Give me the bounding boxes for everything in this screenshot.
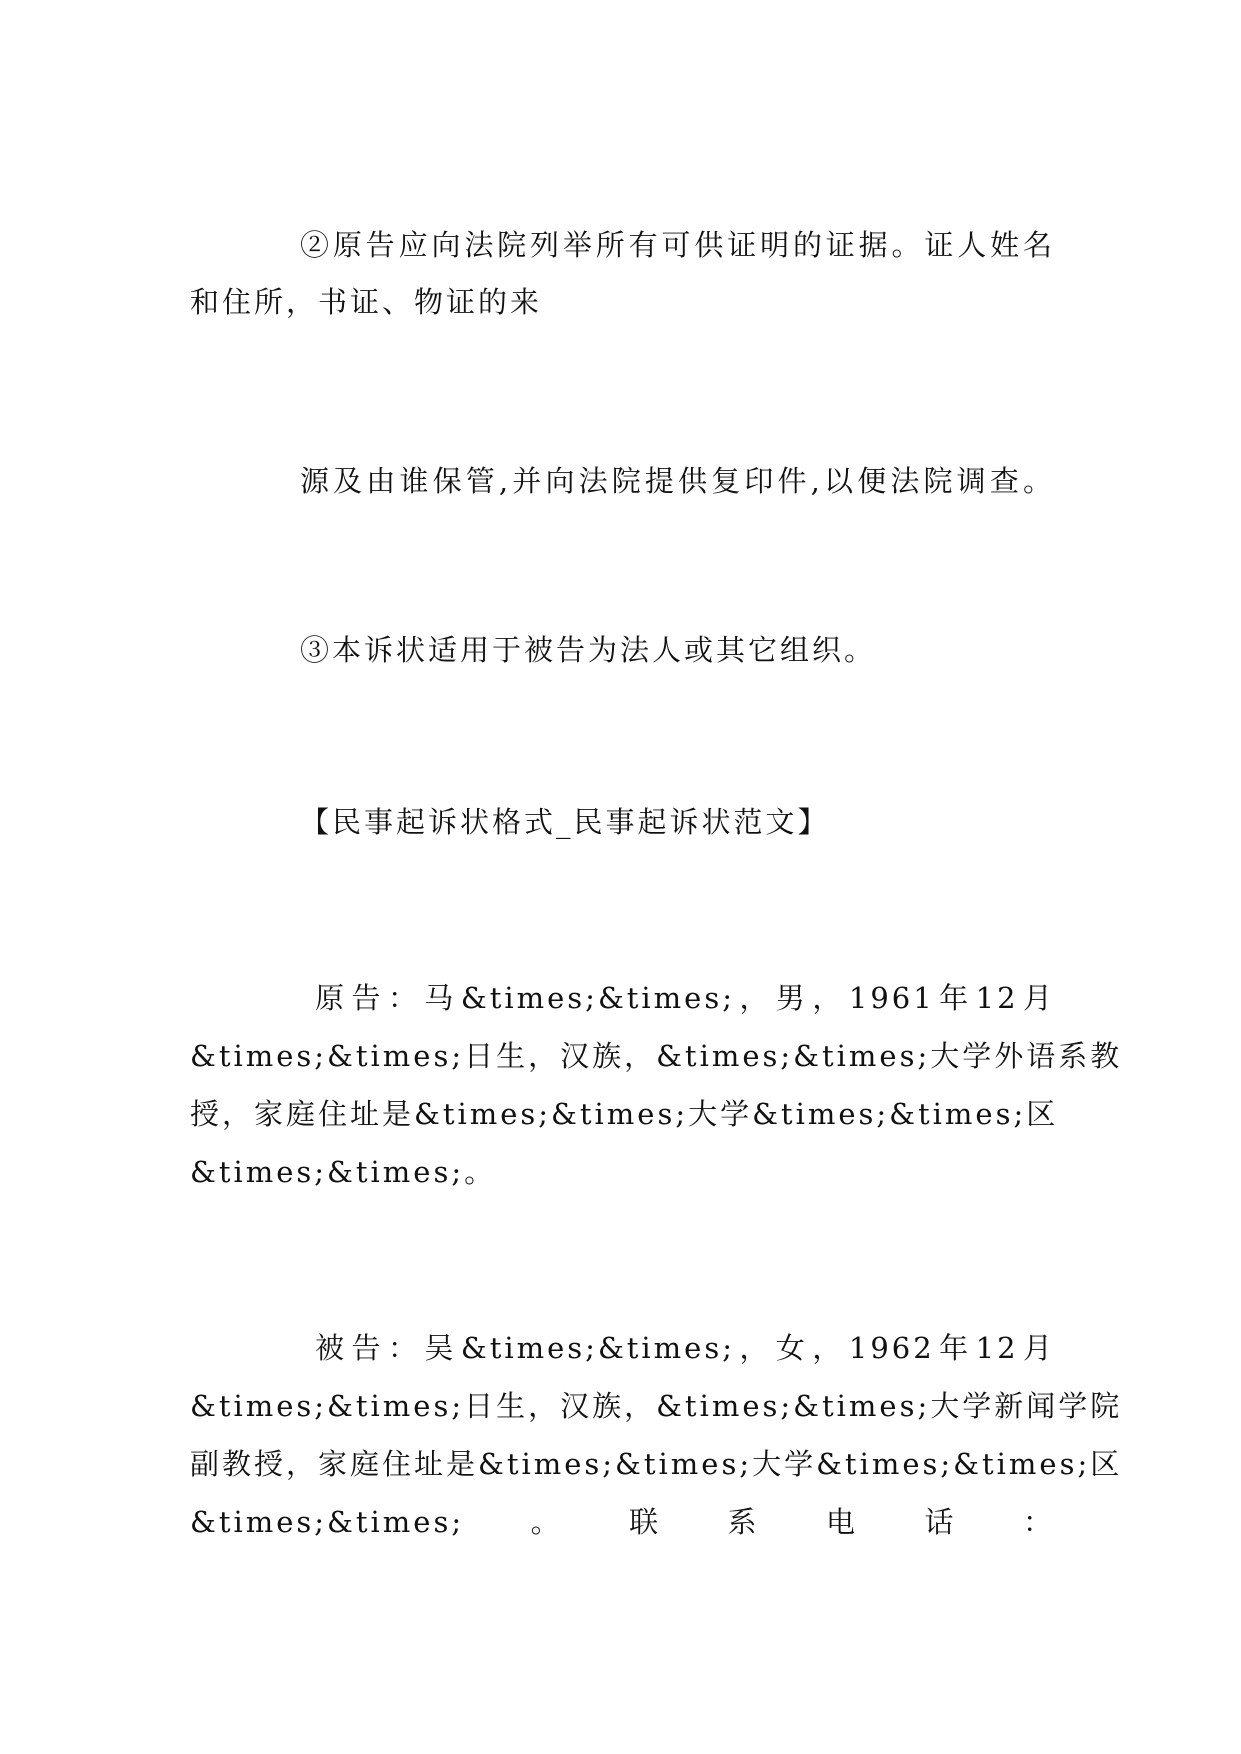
note-2-line-3: 源及由谁保管,并向法院提供复印件,以便法院调查。 [300,464,1055,498]
defendant-line-2: &times;&times;日生，汉族，&times;&times;大学新闻学院 [190,1389,1123,1423]
plaintiff-line-3: 授，家庭住址是&times;&times;大学&times;&times;区 [190,1097,1059,1131]
defendant-line-1: 被告：吴&times;&times;，女，1962年12月 [315,1331,1055,1365]
plaintiff-line-2: &times;&times;日生，汉族，&times;&times;大学外语系教 [190,1039,1123,1073]
defendant-line-4: &times;&times;。联系电话： [190,1505,1055,1539]
note-3: ③本诉状适用于被告为法人或其它组织。 [300,633,877,667]
section-heading: 【民事起诉状格式_民事起诉状范文】 [300,805,830,839]
note-2-line-1: ②原告应向法院列举所有可供证明的证据。证人姓名 [300,228,1055,262]
defendant-line-3: 副教授，家庭住址是&times;&times;大学&times;&times;区 [190,1447,1123,1481]
plaintiff-line-1: 原告：马&times;&times;，男，1961年12月 [315,981,1055,1015]
plaintiff-line-4: &times;&times;。 [190,1155,497,1189]
note-2-line-2: 和住所，书证、物证的来 [190,285,543,319]
